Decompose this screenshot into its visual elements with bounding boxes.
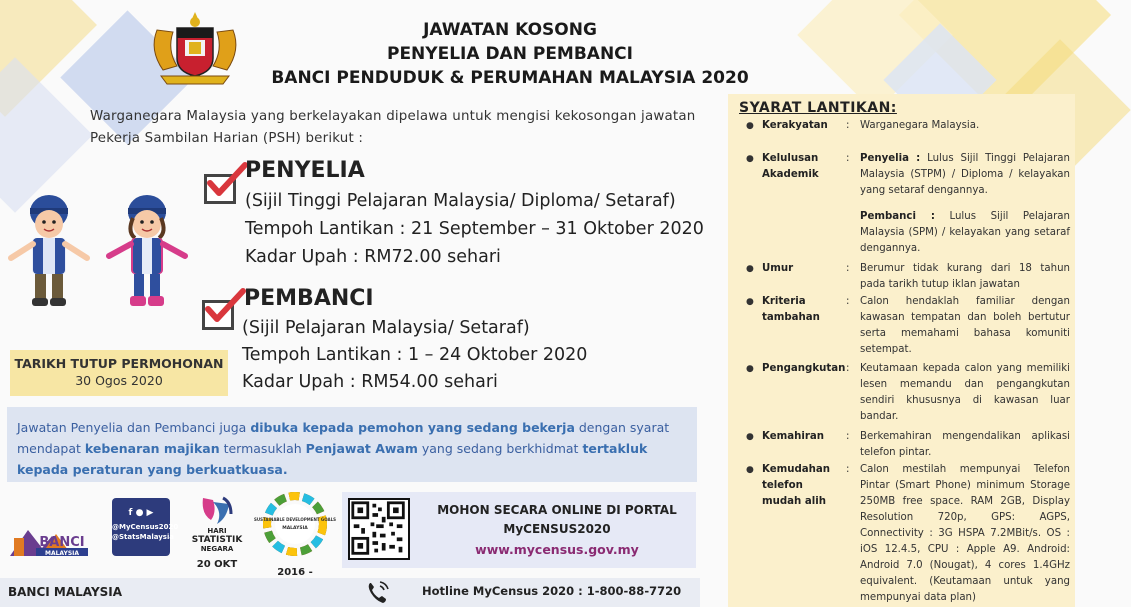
portal-line-1: MOHON SECARA ONLINE DI PORTAL [437, 503, 677, 517]
requirement-sublabel: Pembanci : [860, 211, 935, 222]
requirement-text: Lulus Sijil Pelajaran Malaysia (SPM) / kelayakan yang setaraf dengannya. [860, 211, 1070, 254]
bullet-icon: ● [746, 297, 754, 307]
coat-of-arms-logo [145, 8, 245, 90]
post-tempoh: Tempoh Lantikan : 21 September – 31 Oktober 2020 [245, 219, 704, 239]
requirements-panel [728, 94, 1075, 607]
post-kadar: Kadar Upah : RM54.00 sehari [242, 372, 498, 392]
requirement-value: Berumur tidak kurang dari 18 tahun pada tarikh tutup iklan jawatan [860, 263, 1070, 290]
notice-text: Jawatan Penyelia dan Pembanci juga [17, 420, 251, 435]
requirement-label: Umur [762, 263, 794, 274]
bullet-icon: ● [746, 432, 754, 442]
hari-label: HARI [207, 527, 227, 535]
social-handle: @StatsMalaysia [112, 533, 175, 541]
post-title: PENYELIA [245, 158, 365, 183]
social-media-badge [112, 498, 179, 556]
requirement-value: Keutamaan kepada calon yang memiliki lesen memandu dan pengangkutan sendiri khususnya di kawasan luar bandar. [860, 363, 1070, 422]
title-line-1: JAWATAN KOSONG [423, 20, 597, 40]
portal-block [342, 492, 696, 568]
requirement-value [860, 151, 1070, 199]
requirement-value: Berkemahiran mengendalikan aplikasi telefon pintar. [860, 431, 1070, 458]
notice-highlight: Penjawat Awam [305, 441, 418, 456]
phone-icon [364, 578, 392, 606]
title-line-2: PENYELIA DAN PEMBANCI [386, 44, 633, 64]
bullet-icon: ● [746, 264, 754, 274]
requirement-label: Kriteria tambahan [762, 296, 820, 323]
footer-org: BANCI MALAYSIA [8, 585, 123, 599]
colon: : [846, 153, 850, 164]
hari-statistik-negara-logo [184, 494, 250, 574]
bullet-icon: ● [746, 121, 754, 131]
requirement-label: Kemahiran [762, 431, 825, 442]
notice-text: yang sedang berkhidmat [417, 441, 583, 456]
hari-date: 20 OKT [196, 559, 238, 570]
colon: : [846, 363, 850, 374]
svg-text:MALAYSIA: MALAYSIA [44, 550, 80, 557]
social-icons: f ● ▶ [128, 508, 154, 518]
notice-text: termasuklah [219, 441, 306, 456]
requirement-sublabel: Penyelia : [860, 153, 921, 164]
girl-mascot-icon [104, 192, 190, 310]
banci-malaysia-logo [6, 516, 102, 562]
boy-mascot-icon [6, 192, 92, 310]
statistik-icon [197, 494, 237, 528]
colon: : [846, 464, 850, 475]
portal-url-link[interactable]: www.mycensus.gov.my [475, 542, 639, 557]
colon: : [846, 431, 850, 442]
requirement-value: Warganegara Malaysia. [860, 120, 980, 131]
sdg-country: MALAYSIA [282, 526, 308, 531]
post-qualification: (Sijil Pelajaran Malaysia/ Setaraf) [242, 318, 530, 338]
colon: : [846, 296, 850, 307]
closing-date-box [10, 350, 228, 396]
sdg-logo [253, 494, 337, 578]
qr-code-icon[interactable] [348, 498, 410, 560]
intro-text: Warganegara Malaysia yang berkelayakan dipelawa untuk mengisi kekosongan jawatan Pekerja Sambilan Harian (PSH) berikut : [90, 109, 696, 146]
portal-line-2: MyCENSUS2020 [503, 522, 611, 536]
post-title: PEMBANCI [244, 286, 374, 311]
post-kadar: Kadar Upah : RM72.00 sehari [245, 247, 501, 267]
svg-text:BANCI: BANCI [39, 535, 85, 550]
requirement-label: Kerakyatan [762, 120, 828, 131]
sdg-years: 2016 - [277, 567, 313, 578]
negara-label: NEGARA [200, 545, 234, 553]
title-line-3: BANCI PENDUDUK & PERUMAHAN MALAYSIA 2020 [271, 68, 749, 88]
bullet-icon: ● [746, 154, 754, 164]
requirement-label: Kelulusan Akademik [762, 153, 819, 180]
notice-box [7, 407, 697, 482]
requirement-label: Kemudahan telefon mudah alih [762, 464, 831, 507]
footer-bar [0, 578, 700, 607]
page-title [260, 18, 760, 90]
social-handle: @MyCensus2020 [112, 523, 179, 531]
checkbox-icon [204, 174, 236, 204]
requirement-value: Calon mestilah mempunyai Telefon Pintar (Smart Phone) minimum Storage 250MB free space. RAM 2GB, Display Resolution 720p, GPS: AGPS, Connectivity : 3G HSPA 7.2MBit/s. OS : iOS 12.4.5, CPU : Apple A9. Android: Android 7.0 (Nougat), 4 cores 1.4GHz equivalent. (Keutamaan untuk yang mempunyai data plan) [860, 464, 1070, 603]
requirement-value [860, 209, 1070, 257]
closing-title: TARIKH TUTUP PERMOHONAN [14, 356, 224, 371]
requirement-text: Lulus Sijil Tinggi Pelajaran Malaysia (STPM) / Diploma / kelayakan yang setaraf dengannya. [860, 153, 1070, 196]
notice-highlight: dibuka kepada pemohon yang sedang bekerja [250, 420, 575, 435]
checkbox-icon [202, 300, 234, 330]
hotline-text: Hotline MyCensus 2020 : 1-800-88-7720 [422, 584, 682, 598]
colon: : [846, 263, 850, 274]
statistik-label: STATISTIK [191, 535, 243, 545]
sdg-wheel-icon [253, 494, 337, 554]
notice-text: dengan syarat mendapat [17, 420, 670, 456]
logo-strip [0, 490, 340, 580]
sdg-text: SUSTAINABLE DEVELOPMENT GOALS [253, 517, 337, 522]
bullet-icon: ● [746, 364, 754, 374]
colon: : [846, 120, 850, 131]
notice-highlight: tertakluk kepada peraturan yang berkuatkuasa. [17, 441, 648, 477]
closing-date: 30 Ogos 2020 [75, 373, 163, 388]
requirement-value: Calon hendaklah familiar dengan kawasan tempatan dan boleh bertutur serta memahami bahasa komuniti setempat. [860, 296, 1070, 355]
bullet-icon: ● [746, 465, 754, 475]
requirements-heading: SYARAT LANTIKAN: [739, 100, 897, 116]
requirement-label: Pengangkutan [762, 363, 846, 374]
post-tempoh: Tempoh Lantikan : 1 – 24 Oktober 2020 [242, 345, 588, 365]
post-qualification: (Sijil Tinggi Pelajaran Malaysia/ Diploma/ Setaraf) [245, 191, 676, 211]
notice-highlight: kebenaran majikan [84, 441, 220, 456]
